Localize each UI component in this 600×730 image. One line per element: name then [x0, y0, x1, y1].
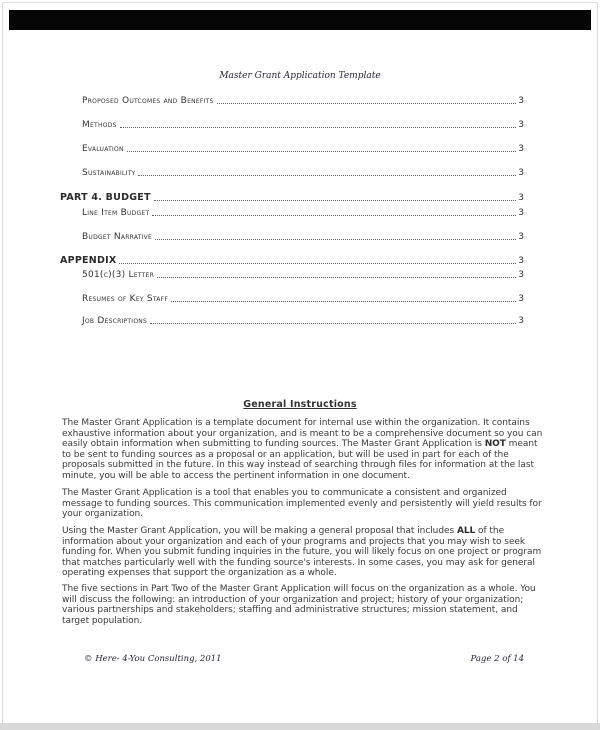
toc-page-number: 3	[518, 168, 524, 178]
footer-copyright: © Here- 4-You Consulting, 2011	[84, 654, 222, 664]
toc-entry-label: Methods	[82, 120, 117, 130]
emphasized-word: NOT	[484, 439, 506, 449]
toc-page-number: 3	[518, 120, 524, 130]
toc-dot-leader	[138, 175, 516, 176]
paragraph-text: meant to be sent to funding sources as a proposal or an application, but will be used in part for each of the proposals submitted in the future. In this way instead of searching through files for information at the last minute, you will be able to access the pertinent information in one document.	[62, 439, 538, 481]
toc-entry-label: APPENDIX	[60, 255, 117, 266]
toc-dot-leader	[154, 200, 517, 201]
toc-entry-label: Line Item Budget	[82, 208, 150, 218]
toc-dot-leader	[119, 263, 516, 264]
toc-entry-label: Budget Narrative	[82, 232, 153, 242]
toc-page-number: 3	[518, 144, 524, 154]
toc-entry-label: Sustainability	[82, 168, 136, 178]
instructions-paragraph-3	[62, 526, 543, 579]
toc-page-number: 3	[518, 96, 524, 106]
toc-entry	[60, 144, 524, 154]
toc-dot-leader	[127, 151, 517, 152]
toc-dot-leader	[150, 323, 516, 324]
toc-entry	[60, 208, 524, 218]
toc-entry	[60, 96, 524, 106]
toc-dot-leader	[152, 215, 516, 216]
page-footer	[60, 654, 524, 664]
paragraph-text: Using the Master Grant Application, you will be making a general proposal that includes	[62, 526, 457, 536]
toc-page-number: 3	[518, 208, 524, 218]
toc-entry	[60, 168, 524, 178]
toc-dot-leader	[155, 239, 516, 240]
running-header: Master Grant Application Template	[219, 71, 381, 81]
toc-entry-label: Resumes of Key Staff	[82, 294, 169, 304]
toc-page-number: 3	[518, 256, 524, 266]
toc-page-number: 3	[518, 316, 524, 326]
toc-page-number: 3	[518, 193, 524, 203]
toc-entry	[60, 270, 524, 280]
toc-entry	[60, 192, 524, 203]
toc-entry	[60, 120, 524, 130]
footer-page-indicator: Page 2 of 14	[470, 654, 524, 664]
toc-entry-label: Evaluation	[82, 144, 124, 154]
toc-entry	[60, 255, 524, 266]
toc-entry	[60, 232, 524, 242]
toc-page-number: 3	[518, 270, 524, 280]
toc-page-number: 3	[518, 232, 524, 242]
toc-page-number: 3	[518, 294, 524, 304]
instructions-paragraph-2: The Master Grant Application is a tool that enables you to communicate a consistent and organized message to funding sources. This communication implemented evenly and persistently will yield results for your organization.	[62, 488, 542, 519]
instructions-paragraph-4: The five sections in Part Two of the Master Grant Application will focus on the organization as a whole. You will discuss the following: an introduction of your organization and project; history of your organization; various partnerships and stakeholders; staffing and administrative structures; mission statement, and target population.	[62, 584, 536, 626]
toc-entry-label: 501(c)(3) Letter	[82, 270, 154, 280]
toc-entry-label: Job Descriptions	[82, 316, 148, 326]
paragraph-text: The Master Grant Application is a template document for internal use within the organization. It contains exhaustive information about your organization, and is meant to be a comprehensive document so you can easily obtain information when submitting to funding sources. The Master Grant Application is	[62, 418, 543, 449]
toc-entry	[60, 294, 524, 304]
toc-dot-leader	[120, 127, 517, 128]
paragraph-text: of the information about your organization and each of your programs and projects that you may wish to seek funding for. When you submit funding inquiries in the future, you will likely focus on one project or program that matches particularly well with the funding source's interests. In some cases, you may ask for general operating expenses that support the organization as a whole.	[62, 526, 542, 578]
emphasized-word: ALL	[456, 526, 476, 536]
section-heading: General Instructions	[243, 399, 357, 410]
toc-entry-label: PART 4. BUDGET	[60, 192, 151, 203]
toc-dot-leader	[171, 301, 516, 302]
toc-entry-label: Proposed Outcomes and Benefits	[82, 96, 214, 106]
instructions-paragraph-1	[62, 418, 543, 481]
toc-dot-leader	[217, 103, 517, 104]
toc-entry	[60, 316, 524, 326]
toc-dot-leader	[157, 277, 516, 278]
bottom-edge-strip	[0, 723, 600, 730]
top-black-bar	[9, 10, 591, 30]
